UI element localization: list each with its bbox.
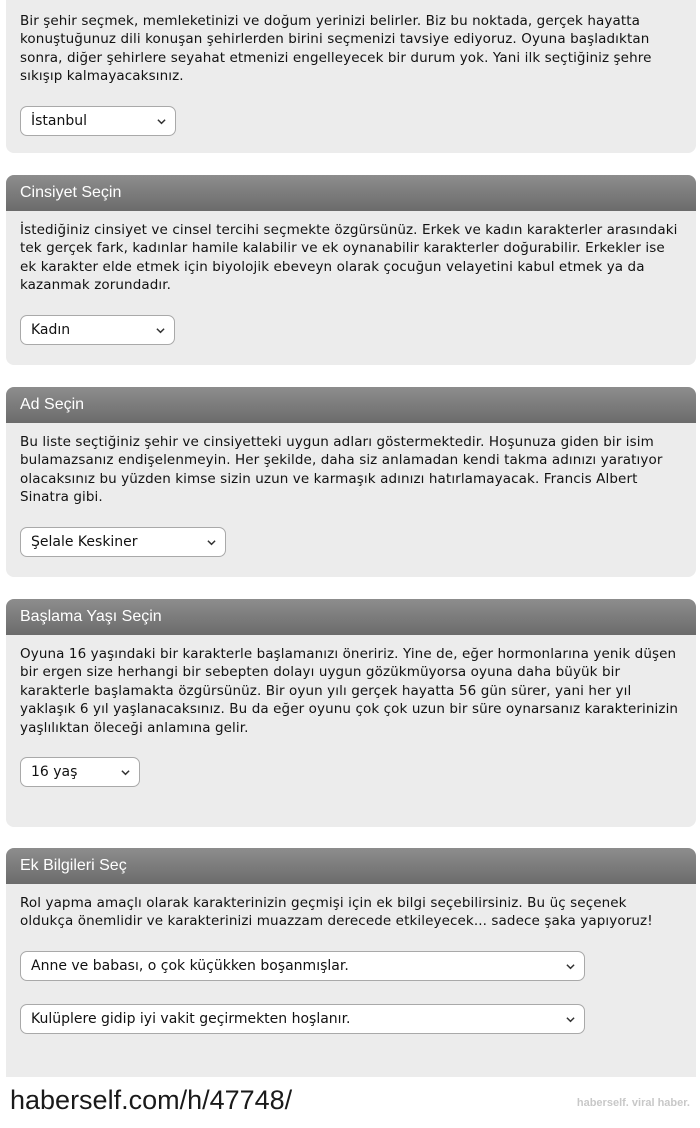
chevron-down-icon [207,538,216,547]
background-select-2[interactable] [20,1004,585,1034]
name-description: Bu liste seçtiğiniz şehir ve cinsiyetteki uygun adları göstermektedir. Hoşunuza giden bir isim bulamazsanız endişelenmeyin. Her şekilde, daha siz anlamadan kendi takma adınızı yaratıyor olacaksınız bu yüzden kimse sizin uzun ve karmaşık adınızı hatırlamayacak. Francis Albert Sinatra gibi. [20,434,663,506]
name-panel [6,387,696,577]
chevron-down-icon [566,1015,575,1024]
chevron-down-icon [157,117,166,126]
age-select[interactable] [20,757,140,787]
name-select-value: Şelale Keskiner [31,533,138,550]
gender-select-value: Kadın [31,321,71,338]
background-select-2-value: Kulüplere gidip iyi vakit geçirmekten hoşlanır. [31,1010,351,1027]
watermark-footer [0,1077,700,1128]
name-select[interactable] [20,527,226,557]
gender-panel [6,175,696,365]
city-select[interactable] [20,106,176,136]
age-panel [6,599,696,827]
chevron-down-icon [566,962,575,971]
age-description: Oyuna 16 yaşındaki bir karakterle başlamanızı öneririz. Yine de, eğer hormonlarına yenik düşen bir ergen size herhangi bir sebepten dolayı uygun gözükmüyorsa oyuna daha büyük bir karakterle başlamakta özgürsünüz. Bir oyun yılı gerçek hayatta 56 gün sürer, yani her yıl yaklaşık 6 yıl yaşlanacaksınız. Bu da eğer oyunu çok çok uzun bir süre oynarsanız karakterinizin yaşlılıktan öleceği anlamına gelir. [20,646,679,736]
background-select-1[interactable] [20,951,585,981]
city-description: Bir şehir seçmek, memleketinizi ve doğum yerinizi belirler. Biz bu noktada, gerçek hayatta konuştuğunuz dili konuşan şehirlerden birini seçmenizi tavsiye ediyoruz. Oyuna başladıktan sonra, diğer şehirlere seyahat etmenizi engelleyecek bir durum yok. Yani ilk seçtiğiniz şehre sıkışıp kalmayacaksınız. [20,13,652,85]
chevron-down-icon [121,768,130,777]
age-select-value: 16 yaş [31,764,78,781]
gender-select[interactable] [20,315,175,345]
age-panel-title: Başlama Yaşı Seçin [6,599,696,635]
extra-info-description: Rol yapma amaçlı olarak karakterinizin geçmişi için ek bilgi seçebilirsiniz. Bu üç seçenek oldukça önemlidir ve karakterinizi muazzam derecede etkileyecek... sadece şaka yapıyoruz! [20,895,653,930]
extra-info-panel-title: Ek Bilgileri Seç [6,848,696,884]
city-panel [6,0,696,153]
watermark-tagline: haberself. viral haber. [576,1097,690,1109]
gender-description: İstediğiniz cinsiyet ve cinsel tercihi seçmekte özgürsünüz. Erkek ve kadın karakterler arasındaki tek gerçek fark, kadınlar hamile kalabilir ve ek oynanabilir karakterler doğurabilir. Erkekler ise ek karakter elde etmek için biyolojik ebeveyn olarak çocuğun velayetini kabul etmek ya da kazanmak zorundadır. [20,222,678,294]
source-url: haberself.com/h/47748/ [10,1085,293,1115]
gender-panel-title: Cinsiyet Seçin [6,175,696,211]
name-panel-title: Ad Seçin [6,387,696,423]
chevron-down-icon [156,326,165,335]
city-select-value: İstanbul [31,112,88,129]
extra-info-panel [6,848,696,1088]
background-select-1-value: Anne ve babası, o çok küçükken boşanmışlar. [31,957,349,974]
